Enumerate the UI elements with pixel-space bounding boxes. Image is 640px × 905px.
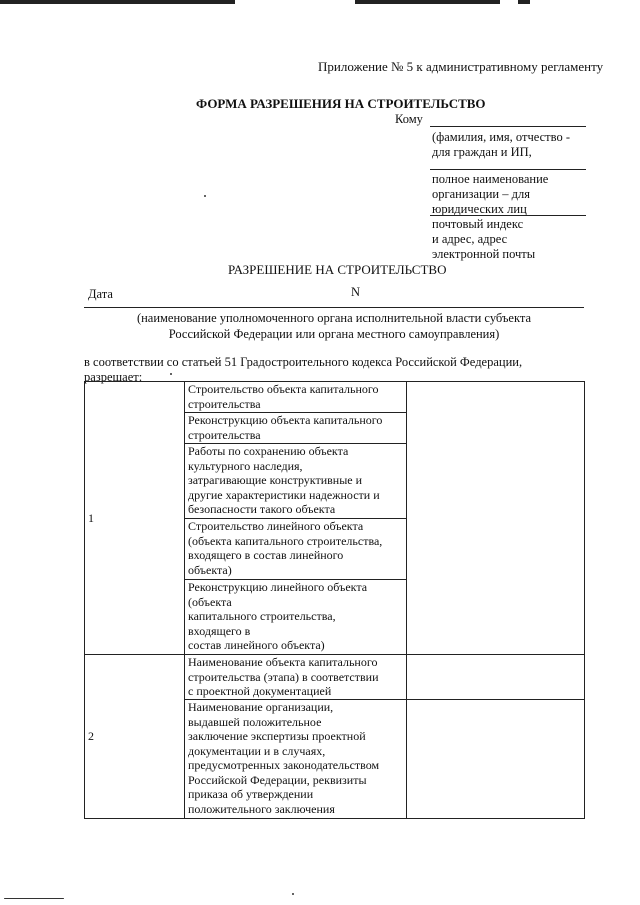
recipient-org-caption: полное наименование организации – для юридических лиц xyxy=(432,172,549,216)
expert-org-value[interactable] xyxy=(407,700,585,819)
scan-artifact xyxy=(518,0,530,4)
object-name-value[interactable] xyxy=(407,655,585,700)
authority-note: (наименование уполномоченного органа исполнительной власти субъекта Российской Федерации или органа местного самоуправления) xyxy=(136,311,532,341)
permit-title: РАЗРЕШЕНИЕ НА СТРОИТЕЛЬСТВО xyxy=(228,262,447,277)
recipient-name-line xyxy=(430,126,586,127)
option-construction: Строительство объекта капитального строительства xyxy=(185,382,407,413)
scan-artifact xyxy=(0,0,235,4)
recipient-address-caption: почтовый индекс и адрес, адрес электронной почты xyxy=(432,217,536,261)
row-number: 1 xyxy=(85,382,185,655)
scan-artifact xyxy=(4,898,64,899)
option-linear-reconstruction: Реконструкцию линейного объекта (объекта капитального строительства, входящего в состав линейного объекта) xyxy=(185,580,407,655)
table-row xyxy=(85,655,585,700)
date-label: Дата xyxy=(88,287,113,301)
number-label: N xyxy=(351,285,361,299)
scan-artifact xyxy=(355,0,500,4)
scan-speck xyxy=(292,893,294,895)
permit-table xyxy=(84,381,585,819)
object-name-label: Наименование объекта капитального строительства (этапа) в соответствии с проектной документацией xyxy=(185,655,407,700)
option-linear-construction: Строительство линейного объекта (объекта капитального строительства, входящего в состав линейного объекта) xyxy=(185,519,407,580)
option-heritage-works: Работы по сохранению объекта культурного наследия, затрагивающие конструктивные и другие характеристики надежности и безопасности такого объекта xyxy=(185,444,407,519)
form-title: ФОРМА РАЗРЕШЕНИЯ НА СТРОИТЕЛЬСТВО xyxy=(196,96,486,111)
expert-org-label: Наименование организации, выдавшей положительное заключение экспертизы проектной документации и в случаях, предусмотренных законодательством Российской Федерации, реквизиты приказа об утверждении положительного заключения xyxy=(185,700,407,819)
recipient-org-line xyxy=(430,169,586,170)
recipient-label: Кому xyxy=(395,112,423,126)
recipient-name-caption: (фамилия, имя, отчество - для граждан и ИП, xyxy=(432,130,570,159)
row-number: 2 xyxy=(85,655,185,819)
table-row xyxy=(85,382,585,413)
scan-speck xyxy=(170,373,172,375)
appendix-note: Приложение № 5 к административному регламенту xyxy=(318,59,604,74)
option-reconstruction: Реконструкцию объекта капитального строительства xyxy=(185,413,407,444)
authority-line xyxy=(84,307,584,308)
recipient-address-line xyxy=(430,215,586,216)
value-cell[interactable] xyxy=(407,382,585,655)
intro-text: в соответствии со статьей 51 Градостроительного кодекса Российской Федерации, разрешает: xyxy=(84,355,523,384)
scan-speck xyxy=(204,195,206,197)
